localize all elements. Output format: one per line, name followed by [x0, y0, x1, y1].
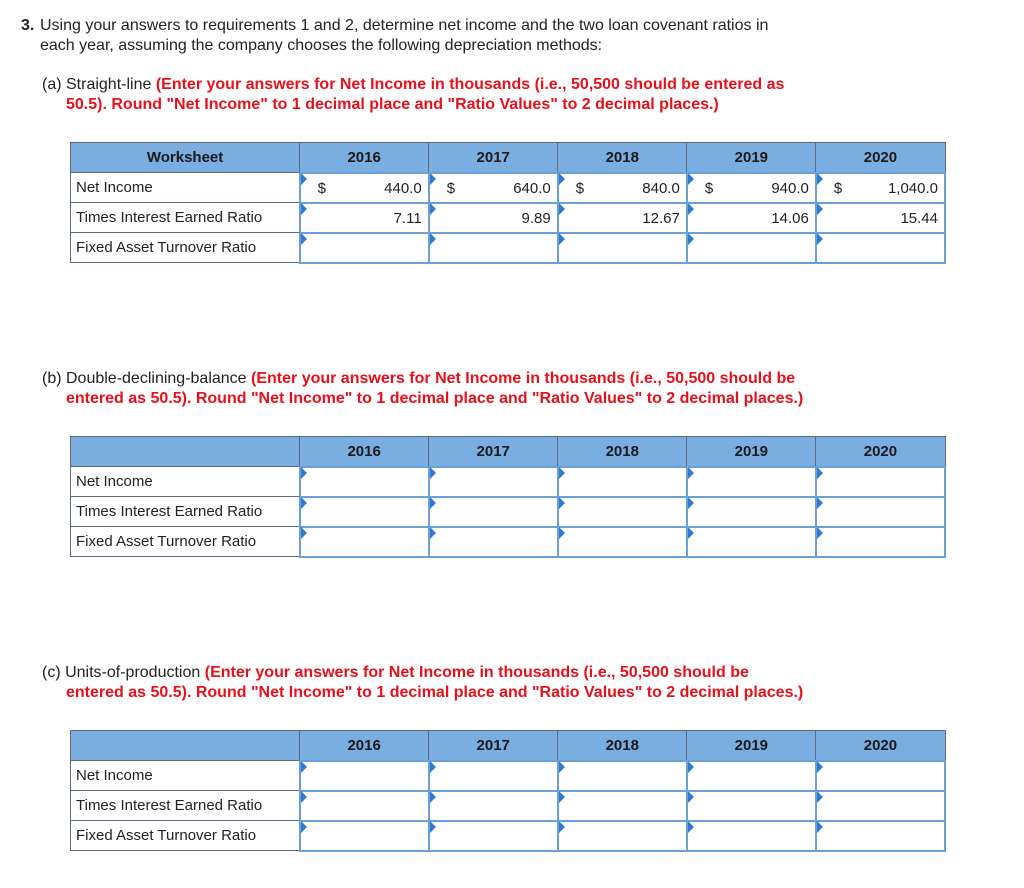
row-label: Times Interest Earned Ratio — [71, 497, 300, 527]
year-header-2020: 2020 — [816, 143, 945, 173]
worksheet-header-row — [71, 731, 946, 761]
answer-input-cell[interactable] — [300, 173, 429, 203]
answer-input-cell[interactable] — [558, 527, 687, 557]
answer-input-cell[interactable] — [558, 173, 687, 203]
answer-value: 1,040.0 — [887, 179, 938, 197]
year-header-2018: 2018 — [558, 731, 687, 761]
part-c-label: (c) Units-of-production — [42, 664, 201, 681]
year-header-2019: 2019 — [687, 731, 816, 761]
worksheet-row — [71, 497, 946, 527]
answer-input-cell[interactable] — [429, 233, 558, 263]
answer-input-cell[interactable] — [558, 203, 687, 233]
part-b-label: (b) Double-declining-balance — [42, 370, 247, 387]
worksheet-row — [71, 203, 946, 233]
answer-input-cell[interactable] — [816, 761, 945, 791]
year-header-2019: 2019 — [687, 143, 816, 173]
part-c-worksheet — [70, 730, 946, 852]
answer-value: 9.89 — [521, 209, 551, 227]
year-header-2016: 2016 — [300, 731, 429, 761]
part-c-instruction-2: entered as 50.5). Round "Net Income" to 1 decimal place and "Ratio Values" to 2 decimal places.) — [66, 684, 804, 701]
answer-input-cell[interactable] — [429, 497, 558, 527]
answer-input-cell[interactable] — [687, 467, 816, 497]
answer-input-cell[interactable] — [300, 527, 429, 557]
answer-input-cell[interactable] — [429, 821, 558, 851]
answer-input-cell[interactable] — [816, 467, 945, 497]
row-label: Times Interest Earned Ratio — [71, 203, 300, 233]
worksheet-header-row — [71, 143, 946, 173]
answer-input-cell[interactable] — [429, 791, 558, 821]
worksheet-header-label — [71, 437, 300, 467]
year-header-2016: 2016 — [300, 437, 429, 467]
answer-input-cell[interactable] — [300, 821, 429, 851]
answer-input-cell[interactable] — [429, 467, 558, 497]
answer-input-cell[interactable] — [816, 527, 945, 557]
row-label: Fixed Asset Turnover Ratio — [71, 821, 300, 851]
answer-input-cell[interactable] — [429, 173, 558, 203]
answer-input-cell[interactable] — [687, 173, 816, 203]
answer-input-cell[interactable] — [816, 173, 945, 203]
answer-input-cell[interactable] — [687, 233, 816, 263]
answer-input-cell[interactable] — [816, 203, 945, 233]
part-a-heading — [42, 75, 1002, 115]
row-label: Times Interest Earned Ratio — [71, 791, 300, 821]
answer-input-cell[interactable] — [687, 497, 816, 527]
year-header-2017: 2017 — [429, 143, 558, 173]
row-label: Net Income — [71, 761, 300, 791]
currency-symbol: $ — [317, 179, 326, 197]
question-line-2: each year, assuming the company chooses the following depreciation methods: — [40, 37, 603, 54]
worksheet-row — [71, 761, 946, 791]
answer-input-cell[interactable] — [816, 821, 945, 851]
answer-input-cell[interactable] — [816, 233, 945, 263]
worksheet-header-row — [71, 437, 946, 467]
answer-input-cell[interactable] — [816, 791, 945, 821]
answer-input-cell[interactable] — [300, 761, 429, 791]
answer-input-cell[interactable] — [558, 233, 687, 263]
part-a-instruction-2: 50.5). Round "Net Income" to 1 decimal place and "Ratio Values" to 2 decimal places.) — [66, 96, 719, 113]
answer-value: 840.0 — [642, 179, 680, 197]
currency-symbol: $ — [704, 179, 714, 197]
answer-input-cell[interactable] — [429, 527, 558, 557]
worksheet-header-label — [71, 731, 300, 761]
question-text — [21, 16, 1001, 56]
answer-value: 640.0 — [513, 179, 551, 197]
currency-symbol: $ — [833, 179, 843, 197]
answer-input-cell[interactable] — [558, 497, 687, 527]
year-header-2016: 2016 — [300, 143, 429, 173]
year-header-2017: 2017 — [429, 437, 558, 467]
worksheet-header-label: Worksheet — [71, 143, 300, 173]
answer-value: 7.11 — [393, 209, 422, 227]
answer-input-cell[interactable] — [558, 761, 687, 791]
answer-input-cell[interactable] — [687, 791, 816, 821]
part-b-instruction-2: entered as 50.5). Round "Net Income" to 1 decimal place and "Ratio Values" to 2 decimal places.) — [66, 390, 804, 407]
answer-input-cell[interactable] — [687, 821, 816, 851]
year-header-2020: 2020 — [816, 437, 945, 467]
year-header-2020: 2020 — [816, 731, 945, 761]
currency-symbol: $ — [575, 179, 585, 197]
answer-value: 12.67 — [642, 209, 680, 227]
worksheet-row — [71, 791, 946, 821]
year-header-2019: 2019 — [687, 437, 816, 467]
answer-value: 440.0 — [384, 179, 422, 197]
answer-value: 15.44 — [900, 209, 938, 227]
answer-input-cell[interactable] — [687, 527, 816, 557]
answer-input-cell[interactable] — [558, 467, 687, 497]
currency-symbol: $ — [446, 179, 456, 197]
answer-input-cell[interactable] — [300, 233, 429, 263]
answer-input-cell[interactable] — [816, 497, 945, 527]
part-c-instruction-1: (Enter your answers for Net Income in thousands (i.e., 50,500 should be — [204, 664, 749, 681]
answer-input-cell[interactable] — [558, 821, 687, 851]
answer-value: 14.06 — [771, 209, 809, 227]
row-label: Fixed Asset Turnover Ratio — [71, 233, 300, 263]
year-header-2018: 2018 — [558, 143, 687, 173]
part-b-heading — [42, 369, 1002, 409]
part-a-label: (a) Straight-line — [42, 76, 152, 93]
question-number: 3. — [21, 17, 35, 34]
worksheet-row — [71, 467, 946, 497]
worksheet-row — [71, 233, 946, 263]
year-header-2018: 2018 — [558, 437, 687, 467]
part-a-instruction-1: (Enter your answers for Net Income in thousands (i.e., 50,500 should be entered as — [155, 76, 785, 93]
worksheet-row — [71, 527, 946, 557]
row-label: Net Income — [71, 467, 300, 497]
answer-input-cell[interactable] — [429, 203, 558, 233]
part-b-instruction-1: (Enter your answers for Net Income in thousands (i.e., 50,500 should be — [251, 370, 796, 387]
answer-input-cell[interactable] — [300, 497, 429, 527]
answer-input-cell[interactable] — [429, 761, 558, 791]
answer-input-cell[interactable] — [300, 791, 429, 821]
row-label: Fixed Asset Turnover Ratio — [71, 527, 300, 557]
answer-input-cell[interactable] — [687, 203, 816, 233]
row-label: Net Income — [71, 173, 300, 203]
worksheet-row — [71, 821, 946, 851]
answer-value: 940.0 — [771, 179, 809, 197]
answer-input-cell[interactable] — [558, 791, 687, 821]
year-header-2017: 2017 — [429, 731, 558, 761]
part-a-worksheet — [70, 142, 946, 264]
worksheet-row — [71, 173, 946, 203]
part-c-heading — [42, 663, 1002, 703]
answer-input-cell[interactable] — [687, 761, 816, 791]
question-line-1: Using your answers to requirements 1 and 2, determine net income and the two loan covenant ratios in — [40, 17, 769, 34]
part-b-worksheet — [70, 436, 946, 558]
answer-input-cell[interactable] — [300, 203, 429, 233]
answer-input-cell[interactable] — [300, 467, 429, 497]
